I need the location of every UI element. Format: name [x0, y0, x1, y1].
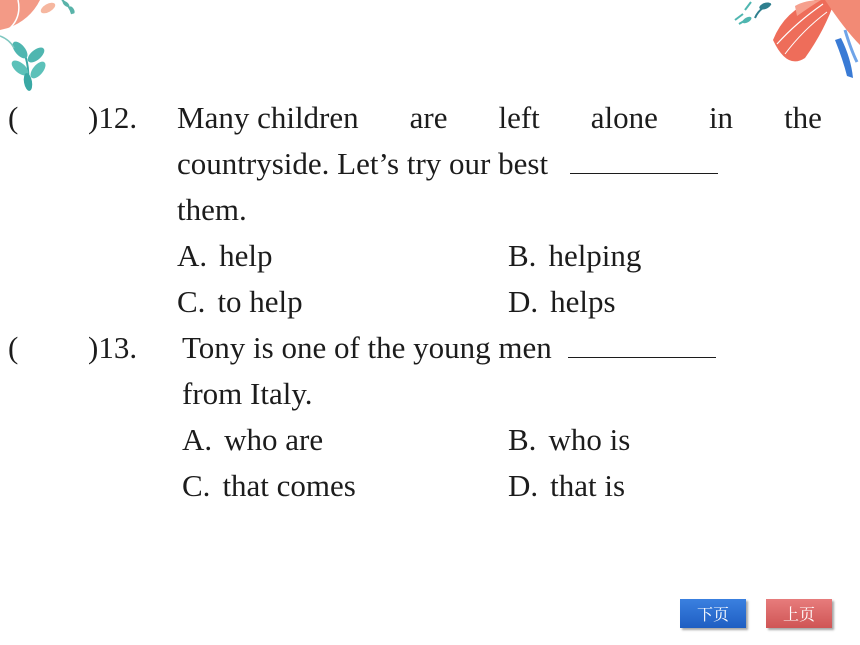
stem-text: countryside. Let’s try our best — [177, 146, 549, 181]
option-letter: A. — [182, 422, 213, 457]
option-text: that is — [550, 468, 626, 503]
option-letter: D. — [508, 284, 539, 319]
option-letter: B. — [508, 238, 537, 273]
option-letter: C. — [182, 468, 211, 503]
option-a — [177, 233, 273, 279]
option-letter: B. — [508, 422, 537, 457]
stem-word: are — [409, 100, 448, 135]
question-number: )13. — [88, 330, 138, 365]
option-d — [508, 279, 616, 325]
option-c — [182, 463, 356, 509]
option-text: helping — [548, 238, 642, 273]
option-a — [182, 417, 323, 463]
answer-blank — [568, 327, 716, 358]
option-c — [177, 279, 303, 325]
answer-paren: ( — [8, 330, 19, 365]
answer-blank — [570, 143, 718, 174]
leaf-decoration-top-right — [725, 0, 860, 80]
stem-word: left — [498, 100, 540, 135]
option-text: helps — [550, 284, 616, 319]
option-text: to help — [217, 284, 303, 319]
option-text: who is — [548, 422, 631, 457]
stem-text: Tony is one of the young men — [182, 330, 552, 365]
option-letter: D. — [508, 468, 539, 503]
question-number: )12. — [88, 100, 138, 135]
option-text: who are — [224, 422, 324, 457]
option-letter: C. — [177, 284, 206, 319]
stem-word: alone — [590, 100, 658, 135]
option-letter: A. — [177, 238, 208, 273]
option-text: help — [219, 238, 273, 273]
question-stem-line-2 — [177, 141, 718, 187]
question-stem-line-1 — [177, 95, 822, 141]
previous-page-button[interactable]: 上页 — [766, 599, 832, 628]
next-page-button[interactable]: 下页 — [680, 599, 746, 628]
option-d — [508, 463, 625, 509]
stem-word: in — [708, 100, 734, 135]
question-stem-line-1 — [182, 325, 716, 371]
option-b — [508, 417, 630, 463]
answer-paren: ( — [8, 100, 19, 135]
stem-word: the — [784, 100, 822, 135]
stem-word: Many children — [177, 100, 359, 135]
leaf-decoration-top-left — [0, 0, 90, 95]
option-text: that comes — [222, 468, 356, 503]
question-stem-line-2: from Italy. — [182, 376, 313, 411]
question-stem-line-3: them. — [177, 192, 247, 227]
option-b — [508, 233, 641, 279]
